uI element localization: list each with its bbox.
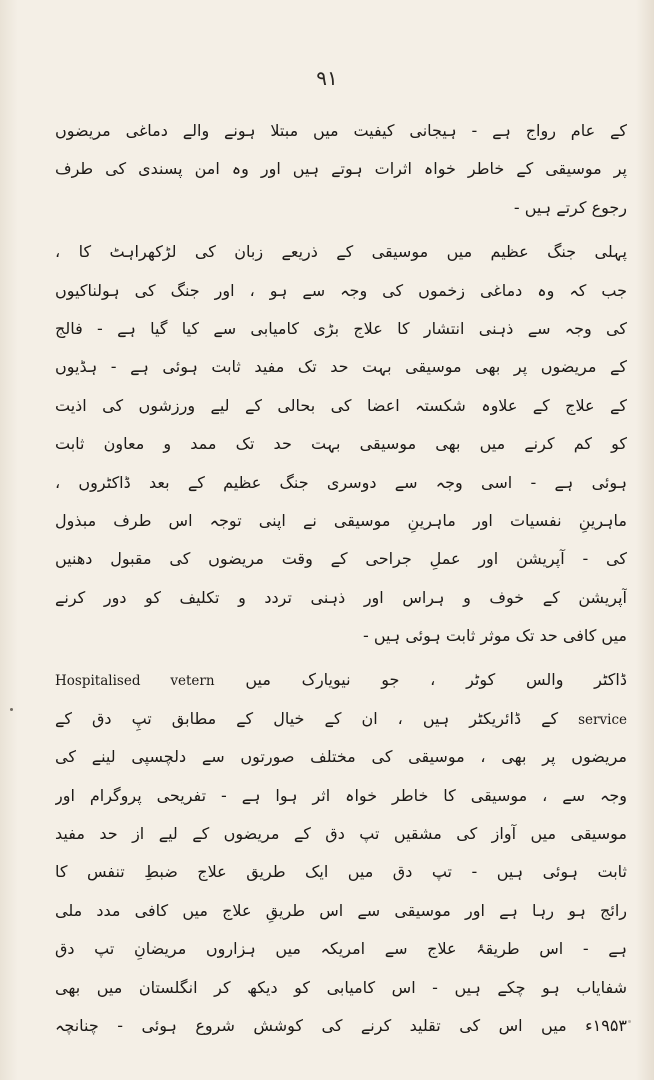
text-line: مریضوں پر بھی ، موسیقی کی مختلف صورتوں سے دلچسپی لینے کی — [55, 747, 627, 767]
text-line: رجوع کرتے ہیں - — [513, 197, 627, 217]
text-line: کی وجہ سے ذہنی انتشار کا علاج بڑی کامیابی سے کیا گیا ہے - فالج — [55, 318, 627, 338]
text-line: کے علاج کے علاوہ شکستہ اعضا کی بحالی کے لیے ورزشوں کی اذیت — [55, 395, 627, 415]
text-line: پر موسیقی کے خاطر خواہ اثرات ہوتے ہیں اور وہ امن پسندی کی طرف — [55, 159, 627, 179]
text-line: موسیقی میں آواز کی مشقیں تپ دق کے مریضوں کے لیے از حد مفید — [55, 824, 627, 844]
scan-speck — [628, 1020, 631, 1023]
text-line: جب کہ وہ دماغی زخموں کی وجہ سے ہو ، اور جنگ کی ہولناکیوں — [55, 280, 627, 300]
page-number: ۹۱ — [316, 66, 338, 90]
text-line: ۱۹۵۳ء میں اس کی تقلید کرنے کی کوشش شروع ہوئی - چنانچہ — [55, 1015, 627, 1035]
text-line: کے عام رواج ہے - ہیجانی کیفیت میں مبتلا ہونے والے دماغی مریضوں — [55, 121, 627, 140]
text-line: آپریشن کے خوف و ہراس اور ذہنی تردد و تکلیف کو دور کرنے — [55, 587, 627, 607]
text-line: ثابت ہوئی ہیں - تپ دق میں ایک طریق علاج ضبطِ تنفس کا — [55, 862, 627, 882]
text-line: ہوئی ہے - اسی وجہ سے دوسری جنگ عظیم کے بعد ڈاکٹروں ، — [55, 472, 627, 492]
scan-speck — [10, 708, 13, 711]
text-line: کو کم کرنے میں بھی موسیقی بہت حد تک ممد و معاون ثابت — [55, 434, 627, 454]
latin-term: Hospitalised vetern — [55, 673, 215, 690]
urdu-body-text — [55, 112, 627, 1045]
text-line: کی - آپریشن اور عملِ جراحی کے وقت مریضوں کی مقبول دھنیں — [55, 549, 627, 569]
text-line: شفایاب ہو چکے ہیں - اس کامیابی کو دیکھ کر انگلستان میں بھی — [55, 977, 627, 997]
text-line: ہے - اس طریقۂ علاج سے امریکہ میں ہزاروں مریضانِ تپ دق — [55, 939, 627, 959]
latin-term: service — [578, 711, 627, 728]
text-line: وجہ سے ، موسیقی کا خاطر خواہ اثر ہوا ہے - تفریحی پروگرام اور — [55, 785, 627, 805]
text-line: پہلی جنگ عظیم میں موسیقی کے ذریعے زبان کی لڑکھراہٹ کا ، — [55, 242, 627, 262]
text-line: رائج ہو رہا ہے اور موسیقی سے اس طریقِ علاج میں کافی مدد ملی — [55, 900, 627, 920]
text-line: ماہرینِ نفسیات اور ماہرینِ موسیقی نے اپنی توجہ اس طرف مبذول — [55, 510, 627, 530]
text-line: service کے ڈائریکٹر ہیں ، ان کے خیال کے مطابق تپِ دق کے — [55, 708, 627, 728]
text-line: میں کافی حد تک موثر ثابت ہوئی ہیں - — [363, 626, 627, 646]
text-line: ڈاکٹر والس کوٹر ، جو نیویارک میں Hospitalised vetern — [55, 670, 627, 690]
text-line: کے مریضوں پر بھی موسیقی بہت حد تک مفید ثابت ہوئی ہے - ہڈیوں — [55, 357, 627, 377]
